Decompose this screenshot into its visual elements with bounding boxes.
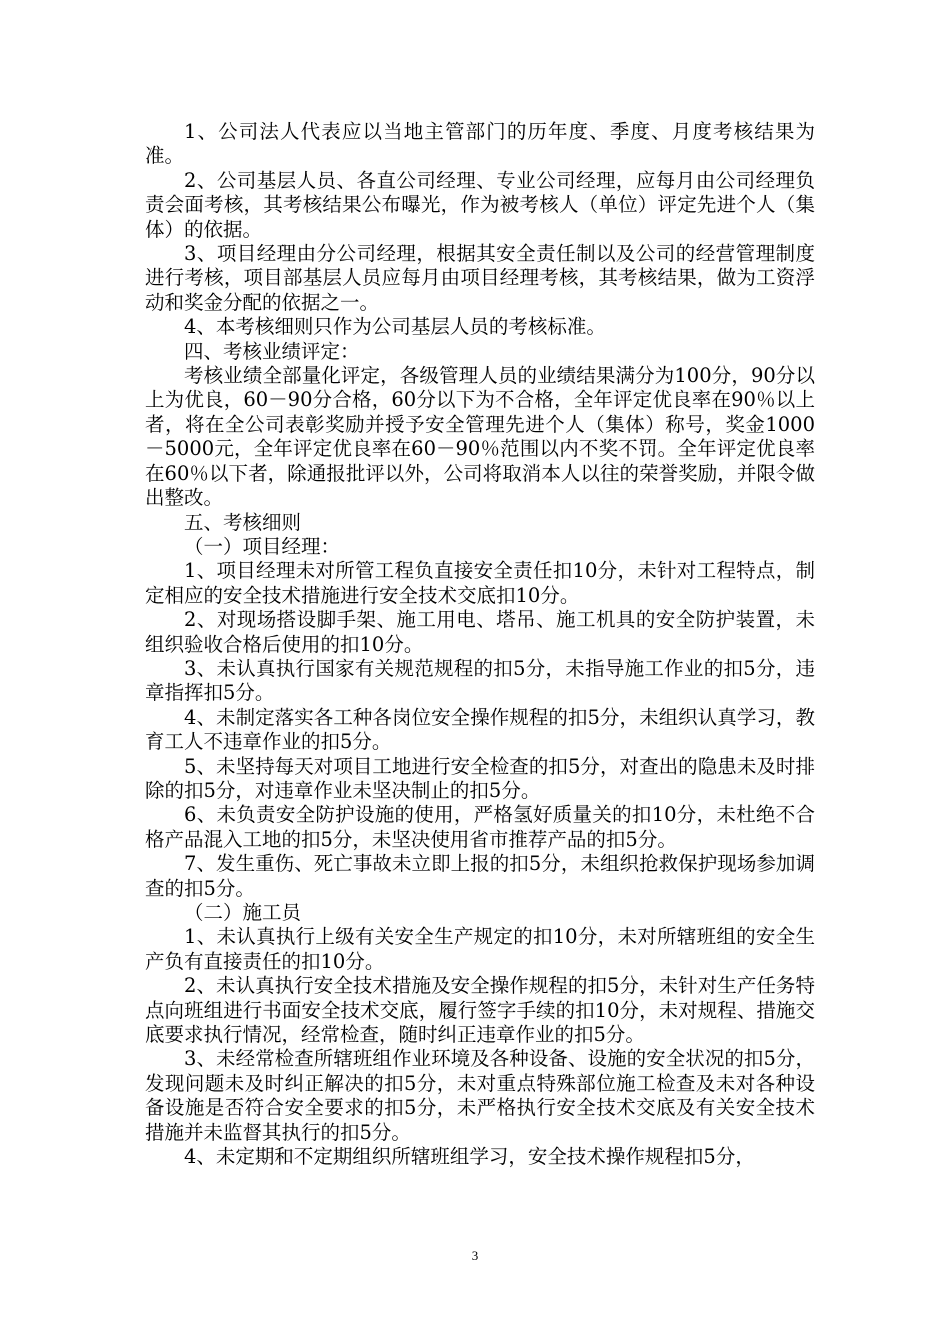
paragraph: 5、未坚持每天对项目工地进行安全检查的扣5分，对查出的隐患未及时排除的扣5分，对违章作业未坚决制止的扣5分。 (145, 754, 815, 802)
paragraph: 1、未认真执行上级有关安全生产规定的扣10分，未对所辖班组的安全生产负有直接责任的扣10分。 (145, 925, 815, 973)
paragraph: 4、本考核细则只作为公司基层人员的考核标准。 (184, 315, 606, 339)
paragraph: 3、项目经理由分公司经理，根据其安全责任制以及公司的经营管理制度进行考核，项目部基层人员应每月由项目经理考核，其考核结果，做为工资浮动和奖金分配的依据之一。 (145, 242, 815, 314)
paragraph: 2、公司基层人员、各直公司经理、专业公司经理，应每月由公司经理负责会面考核，其考核结果公布曝光，作为被考核人（单位）评定先进个人（集体）的依据。 (145, 168, 815, 241)
subsection-heading: （一）项目经理： (184, 534, 341, 558)
paragraph: 2、对现场搭设脚手架、施工用电、塔吊、施工机具的安全防护装置，未组织验收合格后使用的扣10分。 (145, 608, 815, 656)
paragraph: 1、公司法人代表应以当地主管部门的历年度、季度、月度考核结果为准。 (145, 120, 815, 168)
document-body (145, 120, 815, 1169)
section-heading: 五、考核细则 (184, 510, 302, 534)
paragraph: 4、未定期和不定期组织所辖班组学习，安全技术操作规程扣5分， (184, 1145, 755, 1169)
page-number: 3 (471, 1248, 479, 1263)
paragraph: 7、发生重伤、死亡事故未立即上报的扣5分，未组织抢救保护现场参加调查的扣5分。 (145, 852, 815, 900)
subsection-heading: （二）施工员 (184, 901, 302, 924)
paragraph: 6、未负责安全防护设施的使用，严格氢好质量关的扣10分，未杜绝不合格产品混入工地的扣5分，未坚决使用省市推荐产品的扣5分。 (145, 803, 815, 851)
paragraph: 4、未制定落实各工种各岗位安全操作规程的扣5分，未组织认真学习，教育工人不违章作业的扣5分。 (145, 705, 815, 754)
paragraph: 3、未经常检查所辖班组作业环境及各种设备、设施的安全状况的扣5分，发现问题未及时纠正解决的扣5分，未对重点特殊部位施工检查及未对各种设备设施是否符合安全要求的扣5分，未严格执行安全技术交底及有关安全技术措施并未监督其执行的扣5分。 (145, 1047, 815, 1144)
paragraph: 3、未认真执行国家有关规范规程的扣5分，未指导施工作业的扣5分，违章指挥扣5分。 (145, 656, 815, 705)
section-heading: 四、考核业绩评定： (184, 339, 360, 363)
paragraph: 考核业绩全部量化评定，各级管理人员的业绩结果满分为100分，90分以上为优良，60－90分合格，60分以下为不合格，全年评定优良率在90％以上者，将在全公司表彰奖励并授予安全管理先进个人（集体）称号，奖金1000－5000元，全年评定优良率在60－90％范围以内不奖不罚。全年评定优良率在60％以下者，除通报批评以外，公司将取消本人以往的荣誉奖励，并限令做出整改。 (145, 364, 815, 510)
paragraph: 1、项目经理未对所管工程负直接安全责任扣10分，未针对工程特点，制定相应的安全技术措施进行安全技术交底扣10分。 (145, 559, 815, 607)
paragraph: 2、未认真执行安全技术措施及安全操作规程的扣5分，未针对生产任务特点向班组进行书面安全技术交底，履行签字手续的扣10分，未对规程、措施交底要求执行情况，经常检查，随时纠正违章作业的扣5分。 (145, 974, 815, 1047)
